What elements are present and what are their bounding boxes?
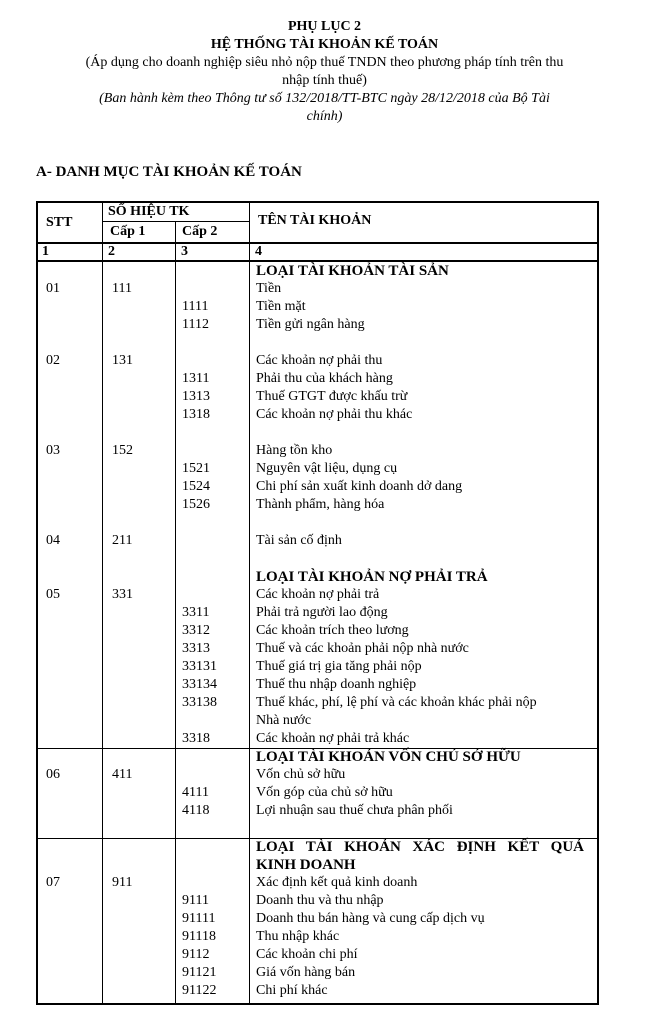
accounts-table xyxy=(36,201,599,1005)
row-account-level-1: 111 xyxy=(112,281,132,296)
applies-line-1: (Áp dụng cho doanh nghiệp siêu nhỏ nộp thuế TNDN theo phương pháp tính trên thu xyxy=(85,55,564,70)
row-account-name: Phải trả người lao động xyxy=(256,605,388,620)
row-account-level-2: 1318 xyxy=(182,407,210,422)
row-account-name: Các khoản nợ phải trả khác xyxy=(256,731,410,746)
issued-line-2: chính) xyxy=(306,109,343,124)
row-account-name: Thuế và các khoản phải nộp nhà nước xyxy=(256,641,469,656)
column-number-2: 2 xyxy=(108,244,115,259)
row-account-name: Thuế GTGT được khấu trừ xyxy=(256,389,408,404)
column-header-cap1: Cấp 1 xyxy=(110,224,146,239)
column-number-1: 1 xyxy=(42,244,49,259)
row-account-level-2: 9111 xyxy=(182,893,209,908)
row-account-level-2: 1112 xyxy=(182,317,209,332)
category-heading: LOẠI TÀI KHOẢN NỢ PHẢI TRẢ xyxy=(256,569,488,585)
row-account-name: Lợi nhuận sau thuế chưa phân phối xyxy=(256,803,453,818)
row-account-level-1: 411 xyxy=(112,767,133,782)
row-account-name: Thu nhập khác xyxy=(256,929,340,944)
row-account-level-1: 152 xyxy=(112,443,133,458)
appendix-label: PHỤ LỤC 2 xyxy=(287,19,362,34)
row-account-level-2: 3313 xyxy=(182,641,210,656)
row-account-level-2: 1521 xyxy=(182,461,210,476)
row-account-name: Thuế thu nhập doanh nghiệp xyxy=(256,677,417,692)
column-header-cap2: Cấp 2 xyxy=(182,224,218,239)
row-account-name: Hàng tồn kho xyxy=(256,443,333,458)
column-header-so-hieu: SỐ HIỆU TK xyxy=(108,204,190,219)
row-account-level-1: 131 xyxy=(112,353,133,368)
category-heading-cont: KINH DOANH xyxy=(256,857,356,873)
row-account-level-1: 331 xyxy=(112,587,133,602)
row-account-name: Tài sản cố định xyxy=(256,533,342,548)
row-account-level-2: 1311 xyxy=(182,371,210,386)
row-account-level-2: 33131 xyxy=(182,659,217,674)
row-stt: 04 xyxy=(46,533,60,548)
category-heading: LOẠI TÀI KHOẢN VỐN CHỦ SỞ HỮU xyxy=(256,749,521,765)
row-account-level-2: 33138 xyxy=(182,695,217,710)
column-number-4: 4 xyxy=(255,244,262,259)
row-account-level-2: 4118 xyxy=(182,803,210,818)
column-header-stt: STT xyxy=(46,215,73,230)
row-account-level-1: 911 xyxy=(112,875,133,890)
row-account-name: Thuế giá trị gia tăng phải nộp xyxy=(256,659,422,674)
row-account-name: Vốn chủ sở hữu xyxy=(256,767,346,782)
row-account-level-2: 3312 xyxy=(182,623,210,638)
column-header-ten: TÊN TÀI KHOẢN xyxy=(258,213,372,228)
row-stt: 03 xyxy=(46,443,60,458)
row-account-name: Vốn góp của chủ sở hữu xyxy=(256,785,393,800)
row-account-name: Các khoản chi phí xyxy=(256,947,358,962)
row-account-name: Doanh thu và thu nhập xyxy=(256,893,384,908)
row-account-name: Tiền xyxy=(256,281,282,296)
row-account-level-2: 3311 xyxy=(182,605,210,620)
row-account-name: Thuế khác, phí, lệ phí và các khoản khác phải nộp xyxy=(256,695,537,710)
row-account-level-2: 4111 xyxy=(182,785,209,800)
row-account-level-2: 91111 xyxy=(182,911,216,926)
category-heading: LOẠI TÀI KHOẢN XÁC ĐỊNH KẾT QUẢ xyxy=(256,839,584,855)
row-account-level-1: 211 xyxy=(112,533,133,548)
row-account-name: Các khoản nợ phải thu khác xyxy=(256,407,413,422)
row-account-name: Tiền gửi ngân hàng xyxy=(256,317,365,332)
row-account-name: Nguyên vật liệu, dụng cụ xyxy=(256,461,398,476)
row-account-level-2: 91121 xyxy=(182,965,217,980)
row-account-name: Tiền mặt xyxy=(256,299,306,314)
row-account-level-2: 33134 xyxy=(182,677,217,692)
row-account-level-2: 1111 xyxy=(182,299,209,314)
row-stt: 06 xyxy=(46,767,60,782)
row-account-level-2: 1526 xyxy=(182,497,210,512)
row-account-name: Các khoản nợ phải trả xyxy=(256,587,380,602)
category-heading: LOẠI TÀI KHOẢN TÀI SẢN xyxy=(256,263,449,279)
document-title: HỆ THỐNG TÀI KHOẢN KẾ TOÁN xyxy=(210,37,439,52)
row-stt: 07 xyxy=(46,875,60,890)
row-account-name: Các khoản trích theo lương xyxy=(256,623,409,638)
section-title: A- DANH MỤC TÀI KHOẢN KẾ TOÁN xyxy=(36,164,302,180)
issued-line-1: (Ban hành kèm theo Thông tư số 132/2018/TT-BTC ngày 28/12/2018 của Bộ Tài xyxy=(99,91,550,106)
row-account-name: Thành phẩm, hàng hóa xyxy=(256,497,385,512)
applies-line-2: nhập tính thuế) xyxy=(282,73,367,88)
row-account-level-2: 1524 xyxy=(182,479,210,494)
row-account-name: Chi phí sản xuất kinh doanh dở dang xyxy=(256,479,463,494)
row-account-level-2: 3318 xyxy=(182,731,210,746)
row-account-name: Giá vốn hàng bán xyxy=(256,965,356,980)
row-account-name: Doanh thu bán hàng và cung cấp dịch vụ xyxy=(256,911,485,926)
row-account-name-cont: Nhà nước xyxy=(256,713,312,728)
row-account-name: Chi phí khác xyxy=(256,983,328,998)
row-account-name: Phải thu của khách hàng xyxy=(256,371,393,386)
row-account-level-2: 91118 xyxy=(182,929,216,944)
row-account-level-2: 91122 xyxy=(182,983,217,998)
row-stt: 01 xyxy=(46,281,60,296)
row-stt: 02 xyxy=(46,353,60,368)
row-stt: 05 xyxy=(46,587,60,602)
row-account-level-2: 9112 xyxy=(182,947,210,962)
row-account-name: Xác định kết quả kinh doanh xyxy=(256,875,418,890)
column-number-3: 3 xyxy=(181,244,188,259)
row-account-name: Các khoản nợ phải thu xyxy=(256,353,383,368)
row-account-level-2: 1313 xyxy=(182,389,210,404)
